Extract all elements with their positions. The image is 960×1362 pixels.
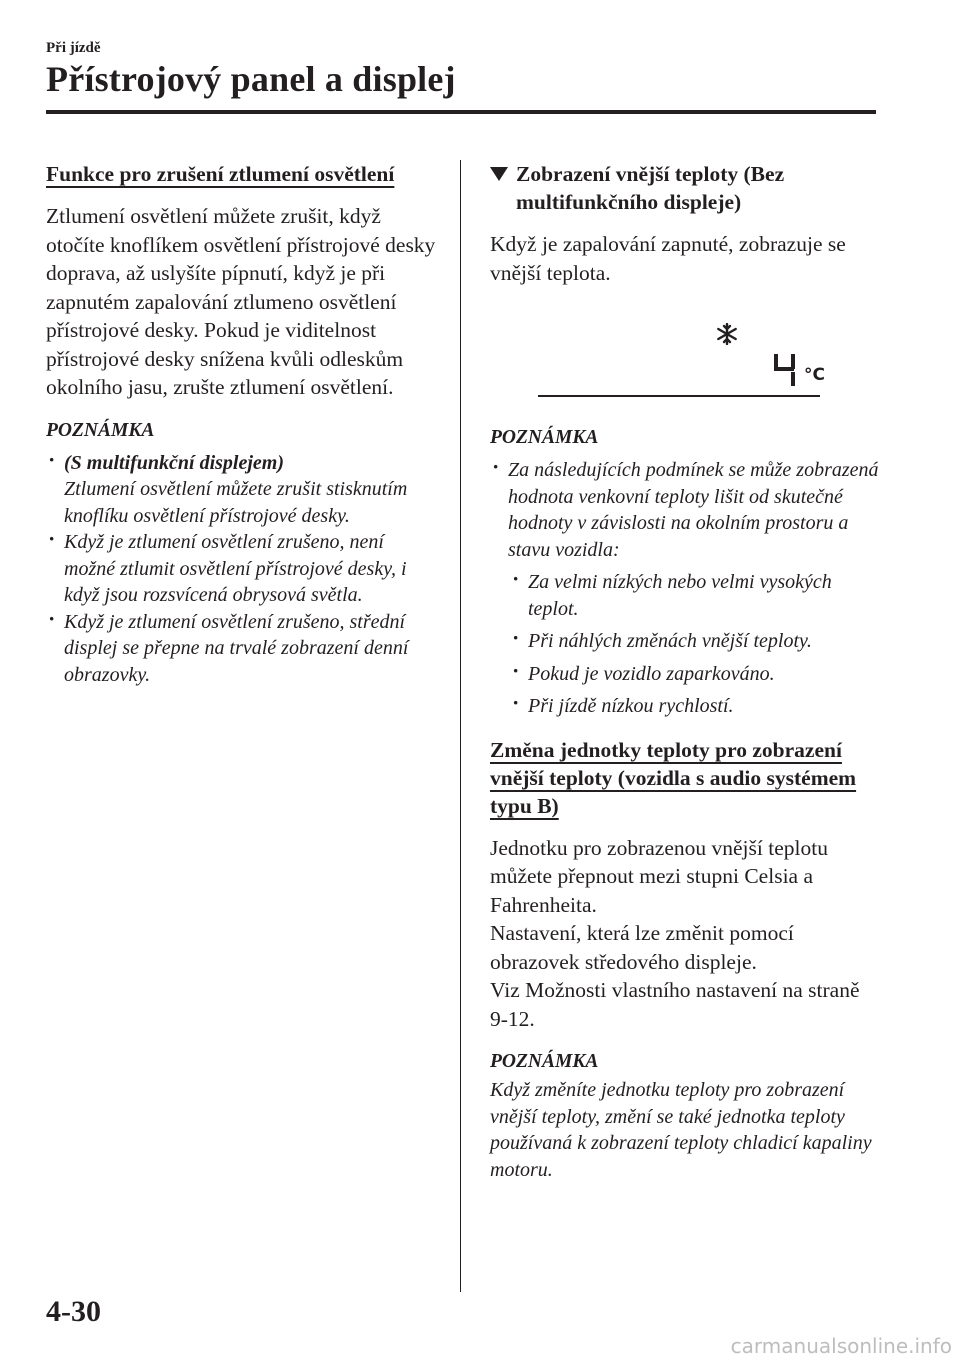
subsection-heading-outside-temp: Zobrazení vnější teploty (Bez multifunkčního displeje) — [490, 160, 882, 216]
note-item: · Za následujících podmínek se může zobrazená hodnota venkovní teploty lišit od skutečné hodnoty v závislosti na okolním prostoru a stavu vozidla: — [490, 457, 882, 563]
temperature-digit — [772, 353, 802, 387]
header-rule — [46, 110, 876, 114]
column-divider — [460, 160, 461, 1292]
note-list — [46, 450, 436, 689]
page-number: 4-30 — [46, 1295, 101, 1328]
section-label: Při jízdě — [46, 40, 101, 56]
temperature-display-figure — [490, 299, 882, 417]
note-title: POZNÁMKA — [46, 419, 155, 441]
snowflake-icon — [716, 323, 738, 345]
note-subitem: · Při jízdě nízkou rychlostí. — [510, 693, 882, 720]
note-subitem: · Za velmi nízkých nebo velmi vysokých teplot. — [510, 569, 882, 622]
section-heading-unit-change: Změna jednotky teploty pro zobrazení vnější teploty (vozidla s audio systémem typu B) — [490, 737, 857, 818]
triangle-marker-icon — [490, 167, 508, 181]
note-item: · (S multifunkční displejem) Ztlumení osvětlení můžete zrušit stisknutím knoflíku osvětlení přístrojové desky. — [46, 450, 436, 530]
page-title: Přístrojový panel a displej — [46, 59, 456, 99]
body-paragraph: Nastavení, která lze změnit pomocí obrazovek středového displeje. — [490, 921, 794, 974]
note-list — [490, 457, 882, 720]
body-paragraph: Ztlumení osvětlení můžete zrušit, když otočíte knoflíkem osvětlení přístrojové desky doprava, až uslyšíte pípnutí, když je při zapnutém zapalování ztlumeno osvětlení přístrojové desky. Pokud je viditelnost přístrojové desky snížena kvůli odleskům okolního jasu, zrušte ztlumení osvětlení. — [46, 204, 436, 399]
note-title: POZNÁMKA — [490, 1051, 599, 1072]
note-subitem: · Při náhlých změnách vnější teploty. — [510, 628, 882, 655]
note-item: · Když je ztlumení osvětlení zrušeno, střední displej se přepne na trvalé zobrazení denní obrazovky. — [46, 609, 436, 689]
note-title: POZNÁMKA — [490, 427, 599, 448]
body-paragraph: Když je zapalování zapnuté, zobrazuje se vnější teplota. — [490, 232, 846, 285]
right-column — [490, 160, 882, 1183]
note-text: Když změníte jednotku teploty pro zobrazení vnější teploty, změní se také jednotka teploty používaná k zobrazení teploty chladicí kapaliny motoru. — [490, 1079, 872, 1181]
cross-reference: Viz Možnosti vlastního nastavení na straně 9-12. — [490, 978, 860, 1031]
note-subitem: · Pokud je vozidlo zaparkováno. — [510, 661, 882, 688]
note-item: · Když je ztlumení osvětlení zrušeno, není možné ztlumit osvětlení přístrojové desky, i když jsou rozsvícená obrysová světla. — [46, 529, 436, 609]
temperature-unit: °C — [804, 365, 825, 385]
section-heading-dimming-cancel: Funkce pro zrušení ztlumení osvětlení — [46, 162, 395, 186]
body-paragraph: Jednotku pro zobrazenou vnější teplotu můžete přepnout mezi stupni Celsia a Fahrenheita. — [490, 835, 828, 917]
figure-rule — [538, 395, 820, 397]
left-column — [46, 160, 436, 688]
watermark: carmanualsonline.info — [730, 1334, 952, 1358]
